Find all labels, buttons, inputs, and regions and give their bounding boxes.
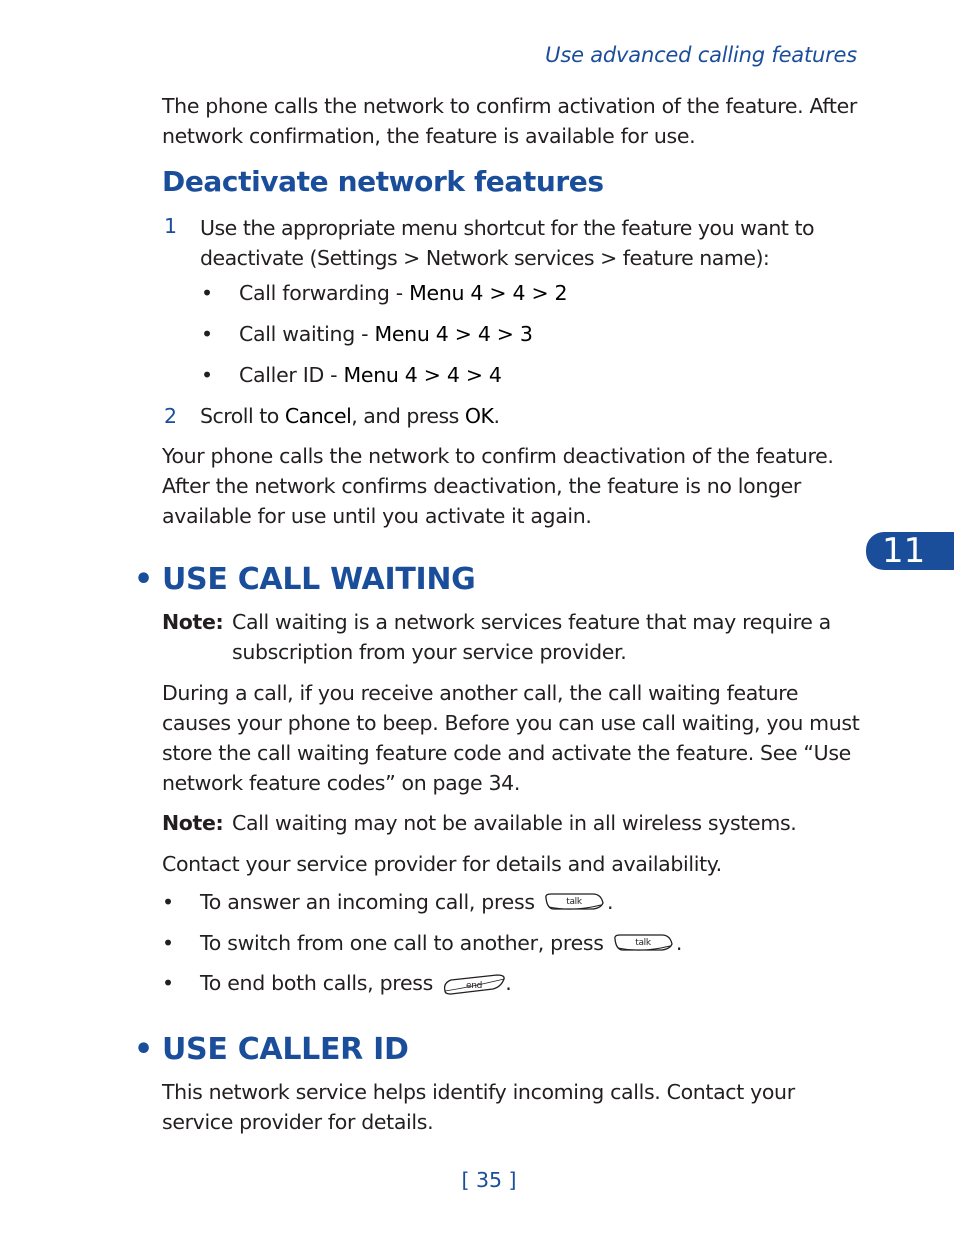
step-1-number: 1 [164,214,178,238]
note-label: Note: [162,811,224,835]
bullet-icon: • [201,363,213,387]
svg-text:talk: talk [566,897,582,907]
step-1-text: Use the appropriate menu shortcut for the feature you want to deactivate (Settings > Network services > feature name): [200,216,815,270]
bullet-icon: • [201,322,213,346]
call-waiting-paragraph: During a call, if you receive another call, the call waiting feature causes your phone to beep. Before you can use call waiting, you must store the call waiting feature code and activate the feature. See “Use network feature codes” on page 34. [162,681,860,795]
step-2-text: Scroll to Cancel, and press OK. [200,404,500,428]
caller-id-paragraph: This network service helps identify incoming calls. Contact your service provider for details. [162,1080,795,1134]
talk-key-icon [543,892,605,914]
chapter-tab: 11 [866,532,954,570]
bullet-icon: • [134,562,153,597]
talk-key-icon [612,933,674,955]
deactivate-after-paragraph: Your phone calls the network to confirm deactivation of the feature. After the network confirms deactivation, the feature is no longer available for use until you activate it again. [162,444,834,528]
list-item-label: Call forwarding - [239,281,410,305]
note-label: Note: [162,610,224,634]
note-text: Call waiting may not be available in all wireless systems. [232,811,797,835]
caller-id-heading: • USE CALLER ID [134,1032,409,1067]
cancel-softkey-label: Cancel [284,404,352,428]
intro-paragraph: The phone calls the network to confirm activation of the feature. After network confirmation, the feature is available for use. [162,94,857,148]
list-item-label: Call waiting - [239,322,375,346]
deactivate-heading: Deactivate network features [162,165,604,198]
bullet-icon: • [134,1032,153,1067]
menu-shortcut: Menu 4 > 4 > 2 [409,281,568,305]
svg-text:talk: talk [635,938,651,948]
bullet-icon: • [162,890,174,914]
svg-text:end: end [466,981,483,991]
list-item-label: Caller ID - [239,363,344,387]
contact-paragraph: Contact your service provider for details and availability. [162,852,722,876]
ok-softkey-label: OK [464,404,494,428]
note-text: Call waiting is a network services feature that may require a subscription from your service provider. [232,610,831,664]
menu-shortcut: Menu 4 > 4 > 3 [374,322,533,346]
running-head: Use advanced calling features [545,43,857,67]
call-waiting-heading: • USE CALL WAITING [134,562,476,597]
bullet-icon: • [201,281,213,305]
bullet-icon: • [162,931,174,955]
end-key-icon [441,973,503,995]
page-number: [ 35 ] [461,1168,517,1192]
step-2-number: 2 [164,404,178,428]
menu-shortcut: Menu 4 > 4 > 4 [343,363,502,387]
bullet-icon: • [162,971,174,995]
